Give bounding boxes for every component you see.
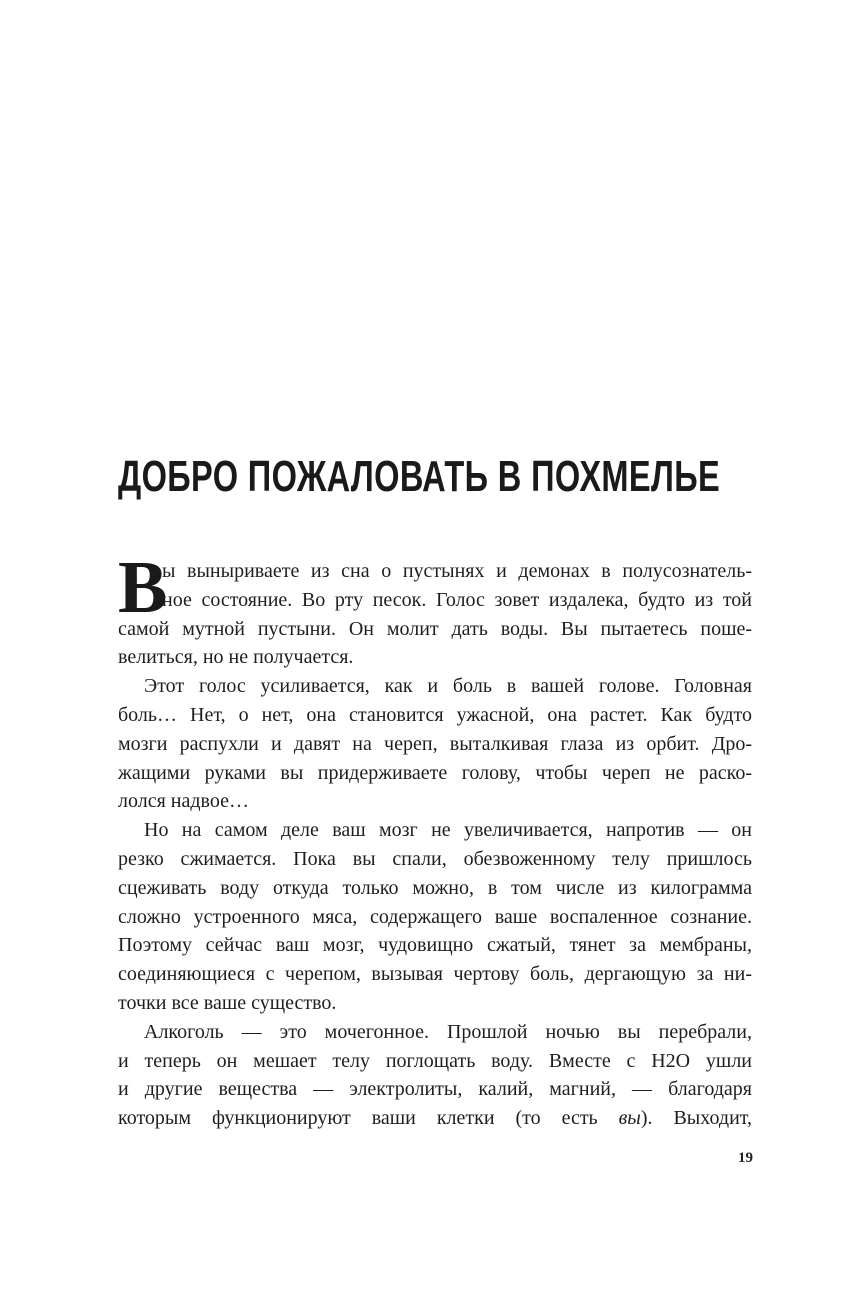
text-line: соединяющиеся с черепом, вызывая чертову боль, дергающую за ни-	[118, 963, 752, 986]
text-line: мозги распухли и давят на череп, выталкивая глаза из орбит. Дро-	[118, 732, 752, 755]
text-line: боль… Нет, о нет, она становится ужасной, она растет. Как будто	[118, 703, 752, 726]
text-segment: которым функционируют ваши клетки (то есть	[118, 1107, 619, 1130]
text-line: и другие вещества — электролиты, калий, магний, — благодаря	[118, 1078, 752, 1101]
chapter-title: ДОБРО ПОЖАЛОВАТЬ В ПОХМЕЛЬЕ	[118, 452, 721, 501]
text-line: жащими руками вы придерживаете голову, чтобы череп не раско-	[118, 761, 752, 784]
text-line: ы выныриваете из сна о пустынях и демонах в полусознатель-	[162, 560, 752, 582]
text-line: Этот голос усиливается, как и боль в вашей голове. Головная	[144, 675, 752, 698]
drop-cap: В	[118, 547, 168, 629]
text-line: велиться, но не получается.	[118, 646, 354, 669]
page-number: 19	[738, 1150, 753, 1166]
italic-emphasis: вы	[618, 1107, 641, 1130]
text-line: сложно устроенного мяса, содержащего ваше воспаленное сознание.	[118, 905, 752, 928]
text-line: сцеживать воду откуда только можно, в том числе из килограмма	[118, 876, 752, 899]
text-line: и теперь он мешает телу поглощать воду. Вместе с H2O ушли	[118, 1049, 752, 1072]
body-text	[118, 547, 753, 1133]
text-line: ное состояние. Во рту песок. Голос зовет издалека, будто из той	[162, 588, 752, 611]
paragraph-2	[118, 672, 752, 816]
text-line: Алкоголь — это мочегонное. Прошлой ночью вы перебрали,	[144, 1020, 752, 1043]
text-line: самой мутной пустыни. Он молит дать воды. Вы пытаетесь поше-	[118, 617, 752, 640]
text-line: резко сжимается. Пока вы спали, обезвоженному телу пришлось	[118, 847, 752, 870]
paragraph-3	[118, 816, 752, 1018]
text-line: точки все ваше существо.	[118, 991, 337, 1014]
text-segment: ). Выходит,	[640, 1107, 753, 1130]
text-line: Но на самом деле ваш мозг не увеличивается, напротив — он	[144, 819, 752, 842]
text-line	[118, 1104, 752, 1133]
text-line: Поэтому сейчас ваш мозг, чудовищно сжатый, тянет за мембраны,	[118, 934, 752, 957]
paragraph-4	[118, 1018, 752, 1133]
paragraph-1	[118, 547, 752, 672]
text-line: лолся надвое…	[118, 790, 249, 813]
